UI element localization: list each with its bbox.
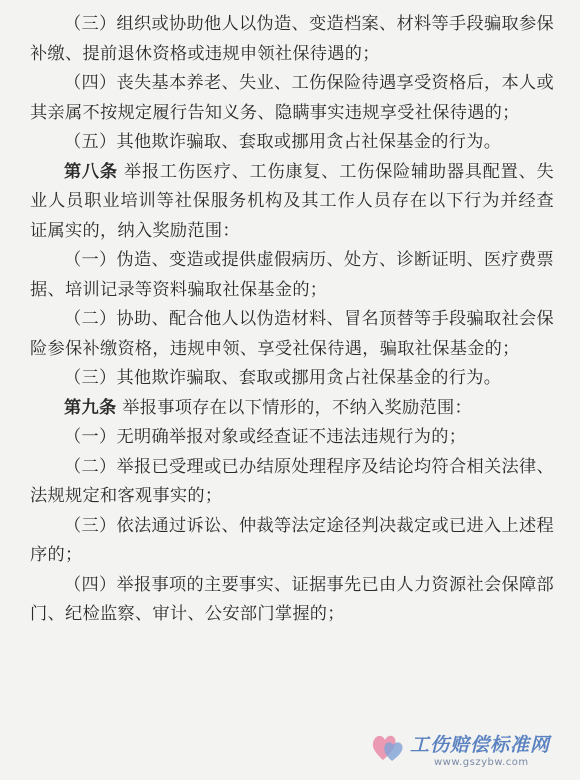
clause-text: （五）其他欺诈骗取、套取或挪用贪占社保基金的行为。 (64, 132, 502, 152)
clause-paragraph (30, 364, 554, 394)
clause-paragraph (30, 128, 554, 158)
clause-paragraph (30, 10, 554, 69)
article-text: 举报事项存在以下情形的，不纳入奖励范围： (116, 397, 472, 418)
article-paragraph (30, 394, 554, 424)
site-watermark (370, 728, 570, 774)
clause-text: （一）无明确举报对象或经查证不违法违规行为的； (64, 427, 467, 447)
clause-text: （二）举报已受理或已办结原处理程序及结论均符合相关法律、法规规定和客观事实的； (30, 456, 554, 506)
clause-paragraph (30, 512, 554, 571)
article-heading: 第八条 (64, 161, 118, 182)
heart-logo-icon (370, 730, 406, 764)
article-text: 举报工伤医疗、工伤康复、工伤保险辅助器具配置、失业人员职业培训等社保服务机构及其工作人员存在以下行为并经查证属实的，纳入奖励范围： (30, 161, 555, 241)
clause-text: （四）举报事项的主要事实、证据事先已由人力资源社会保障部门、纪检监察、审计、公安部门掌握的； (30, 574, 554, 624)
clause-paragraph (30, 571, 554, 630)
clause-paragraph (30, 453, 554, 512)
watermark-title: 工伤赔偿标准网 (410, 734, 551, 756)
clause-text: （二）协助、配合他人以伪造材料、冒名顶替等手段骗取社会保险参保补缴资格，违规申领、享受社保待遇，骗取社保基金的； (30, 309, 554, 359)
article-paragraph (30, 158, 554, 247)
clause-paragraph (30, 305, 554, 364)
clause-paragraph (30, 246, 554, 305)
clause-text: （一）伪造、变造或提供虚假病历、处方、诊断证明、医疗费票据、培训记录等资料骗取社保基金的； (30, 250, 554, 300)
watermark-url: www.gszybw.com (434, 757, 529, 768)
clause-paragraph (30, 69, 554, 128)
clause-text: （三）组织或协助他人以伪造、变造档案、材料等手段骗取参保补缴、提前退休资格或违规申领社保待遇的； (30, 14, 554, 64)
clause-text: （三）依法通过诉讼、仲裁等法定途径判决裁定或已进入上述程序的； (30, 515, 554, 565)
clause-text: （四）丧失基本养老、失业、工伤保险待遇享受资格后，本人或其亲属不按规定履行告知义务、隐瞒事实违规享受社保待遇的； (30, 73, 554, 123)
clause-paragraph (30, 423, 554, 453)
clause-text: （三）其他欺诈骗取、套取或挪用贪占社保基金的行为。 (64, 368, 502, 388)
article-heading: 第九条 (64, 397, 117, 418)
